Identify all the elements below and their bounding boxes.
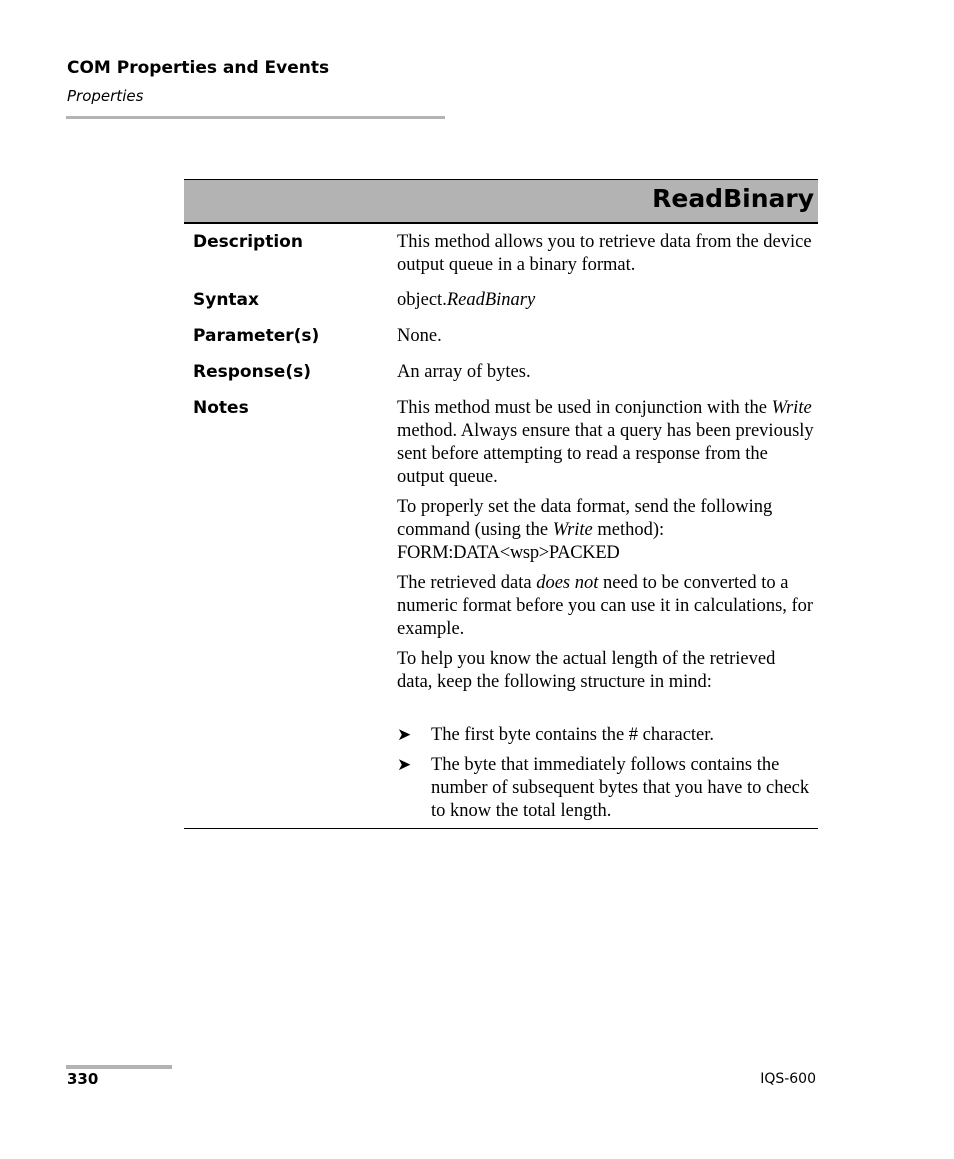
bullet-text: The byte that immediately follows contains the number of subsequent bytes that you have to check to know the total length. xyxy=(431,755,810,821)
method-table-header xyxy=(184,179,818,224)
page-number: 330 xyxy=(67,1070,99,1088)
bullet-arrow-icon: ➤ xyxy=(397,755,412,775)
notes-paragraph-1 xyxy=(397,397,815,489)
notes-p3-em: does not xyxy=(536,573,599,593)
notes-p1-b: method. Always ensure that a query has been previously sent before attempting to read a response from the output queue. xyxy=(397,421,814,487)
bullet-text: The first byte contains the # character. xyxy=(431,725,715,745)
notes-p2-b: method): xyxy=(592,520,665,540)
notes-p2-em: Write xyxy=(552,520,593,540)
notes-p2-command: FORM:DATA<wsp>PACKED xyxy=(397,543,620,563)
notes-paragraph-4: To help you know the actual length of the retrieved data, keep the following structure in mind: xyxy=(397,649,776,692)
header-divider xyxy=(66,116,445,119)
notes-bullet-2 xyxy=(397,754,815,823)
syntax-text xyxy=(397,289,815,312)
notes-p2-a: To properly set the data format, send the following command (using the xyxy=(397,497,773,540)
syntax-label: Syntax xyxy=(193,290,259,310)
notes-p3-a: The retrieved data xyxy=(397,573,537,593)
description-text xyxy=(397,231,815,277)
notes-label: Notes xyxy=(193,398,249,418)
syntax-prefix: object. xyxy=(397,290,447,310)
notes-p1-a: This method must be used in conjunction with the xyxy=(397,398,772,418)
bullet-arrow-icon: ➤ xyxy=(397,725,412,745)
description-label: Description xyxy=(193,232,303,252)
notes-paragraph-3 xyxy=(397,572,815,641)
responses-label: Response(s) xyxy=(193,362,311,382)
notes-bullet-1 xyxy=(397,724,815,747)
responses-text: An array of bytes. xyxy=(397,362,531,382)
syntax-method: ReadBinary xyxy=(446,290,536,310)
method-table xyxy=(184,179,818,829)
method-title: ReadBinary xyxy=(652,184,814,213)
parameters-label: Parameter(s) xyxy=(193,326,320,346)
parameters-text: None. xyxy=(397,326,442,346)
section-title: COM Properties and Events xyxy=(67,58,330,78)
description-paragraph: This method allows you to retrieve data from the device output queue in a binary format. xyxy=(397,232,812,275)
subsection-title: Properties xyxy=(67,87,144,105)
footer-divider xyxy=(66,1065,172,1069)
notes-p1-em: Write xyxy=(771,398,812,418)
notes-paragraph-2 xyxy=(397,496,815,565)
product-name: IQS-600 xyxy=(760,1071,816,1087)
method-table-body xyxy=(184,224,818,829)
notes-p3-b: need to be converted to a numeric format before you can use it in calculations, for example. xyxy=(397,573,814,639)
